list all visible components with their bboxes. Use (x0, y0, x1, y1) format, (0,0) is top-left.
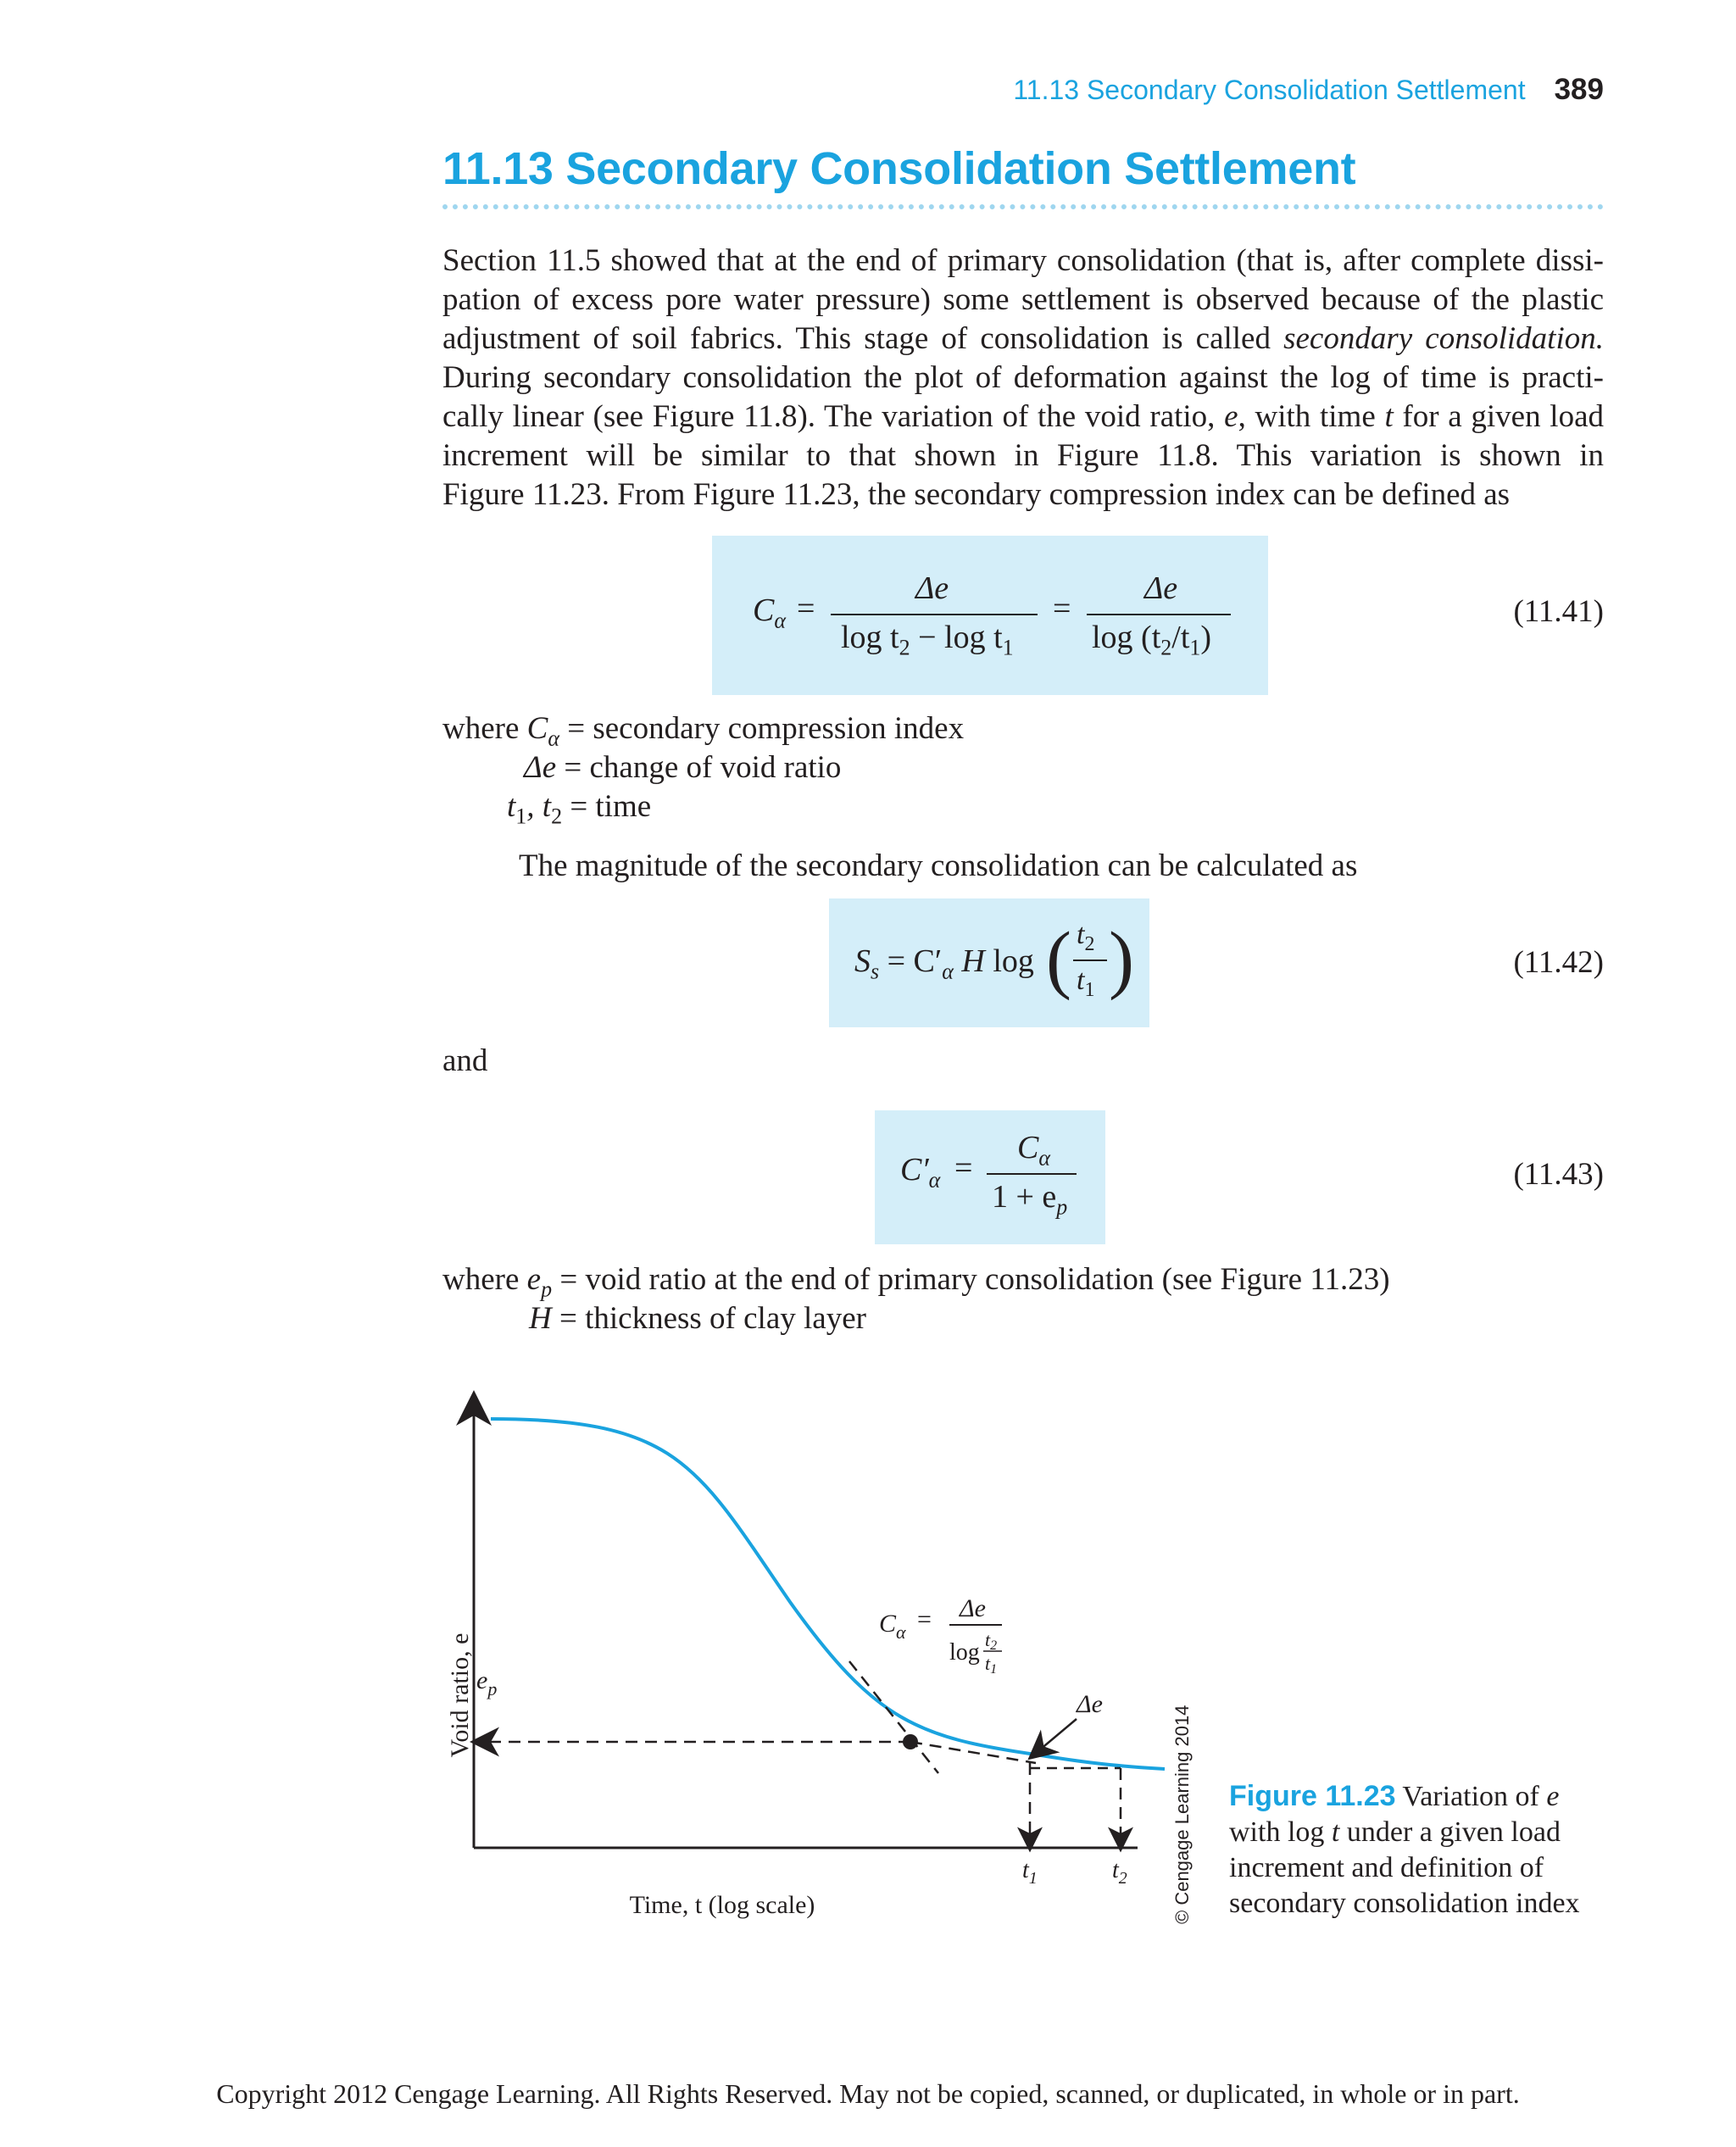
delta-e-arrow (1034, 1719, 1077, 1755)
intro-symbol-t: t (1384, 399, 1394, 434)
running-header (1013, 73, 1604, 107)
caption-text: with log (1229, 1816, 1332, 1848)
void-ratio-curve (491, 1419, 1165, 1769)
running-header-title: 11.13 Secondary Consolidation Settlement (1013, 75, 1526, 105)
intro-line-text: for a given load (1393, 399, 1604, 434)
eq1-denominator-2: $\log (t_2/t_1)$ (1092, 620, 1212, 660)
equation-box-11-41 (712, 536, 1268, 695)
equation-box-11-42 (829, 898, 1149, 1027)
eq2-frac-num: $t_2$ (1077, 919, 1095, 955)
t2-label: $t_2$ (1112, 1857, 1127, 1888)
eq2-lhs: $S_s = C'_\alpha$ H log (854, 943, 1034, 984)
intro-line: Figure 11.23. From Figure 11.23, the secondary compression index can be defined as (442, 477, 1511, 512)
definition-delta-e: Δe = change of void ratio (524, 750, 842, 785)
t1-label: $t_1$ (1022, 1857, 1038, 1888)
tangent-line (849, 1661, 938, 1773)
equation-number-11-43: (11.43) (1513, 1157, 1604, 1192)
c-alpha-small-den: t1 (985, 1653, 998, 1677)
eq3-fraction-bar (987, 1173, 1077, 1175)
intro-line-text: , with time (1238, 399, 1385, 434)
ep-label: $e_p$ (476, 1666, 498, 1699)
eq2-fraction-bar (1073, 959, 1107, 961)
eq1-lhs: $C_\alpha$ (753, 592, 787, 633)
eq2-frac-den: $t_1$ (1077, 965, 1095, 1001)
eq1-denominator-1: $\log t_2 - \log t_1$ (841, 620, 1014, 660)
section-title: 11.13 Secondary Consolidation Settlement (442, 143, 1356, 194)
equation-number-11-41: (11.41) (1513, 594, 1604, 629)
caption-text: under a given load increment and definition of secondary consolidation index (1229, 1816, 1580, 1919)
figure-11-23 (442, 1390, 1231, 1950)
intro-line: Section 11.5 showed that at the end of primary consolidation (that is, after complete dissi- (442, 243, 1604, 278)
intro-line (442, 320, 1604, 359)
definition-ep: where $e_p$ = void ratio at the end of primary consolidation (see Figure 11.23) (442, 1262, 1390, 1302)
intro-line: pation of excess pore water pressure) some settlement is observed because of the plastic (442, 282, 1604, 317)
eq2-left-paren: ( (1046, 917, 1071, 1001)
caption-symbol-t: t (1331, 1816, 1340, 1848)
caption-figure-ref: Figure 11.23 (1229, 1780, 1396, 1812)
magnitude-sentence: The magnitude of the secondary consolidation can be calculated as (519, 848, 1358, 883)
c-alpha-numerator: Δe (960, 1594, 986, 1622)
eq2-right-paren: ) (1109, 917, 1134, 1001)
intro-line: During secondary consolidation the plot of deformation against the log of time is practi- (442, 360, 1604, 395)
eq3-denominator: $1 + e_p$ (992, 1179, 1068, 1220)
intro-symbol-e: e (1224, 399, 1238, 434)
intro-line-text: adjustment of soil fabrics. This stage of consolidation is called (442, 321, 1284, 356)
copyright-footer: Copyright 2012 Cengage Learning. All Rights Reserved. May not be copied, scanned, or duplicated, in whole or in part. (216, 2078, 1520, 2109)
y-axis-label: Void ratio, e (446, 1632, 474, 1758)
ep-point (903, 1734, 918, 1749)
and-word: and (442, 1043, 488, 1078)
equation-number-11-42: (11.42) (1513, 945, 1604, 980)
eq3-numerator: $C_\alpha$ (1017, 1130, 1051, 1171)
eq3-equals: = (954, 1150, 973, 1186)
page-number: 389 (1554, 73, 1604, 106)
c-alpha-denominator: log (949, 1639, 980, 1666)
eq1-equals-2: = (1053, 591, 1071, 626)
delta-e-label: Δe (1077, 1690, 1103, 1718)
caption-symbol-e: e (1546, 1781, 1560, 1812)
x-axis-label: Time, t (log scale) (629, 1891, 815, 1919)
figure-caption (1229, 1778, 1602, 1922)
definition-c-alpha: where $C_\alpha$ = secondary compression index (442, 711, 965, 751)
c-alpha-equals: = (917, 1605, 932, 1633)
figure-svg (442, 1390, 1231, 1950)
eq1-fraction-bar-2 (1087, 614, 1231, 615)
c-alpha-small-num: t2 (985, 1629, 998, 1653)
eq1-equals: = (797, 591, 815, 626)
c-alpha-label: $C_\alpha$ (879, 1610, 906, 1643)
title-divider (442, 204, 1604, 209)
intro-term-secondary-consolidation: secondary consolidation. (1283, 321, 1604, 356)
figure-credit: © Cengage Learning 2014 (1171, 1705, 1193, 1924)
caption-text: Variation of (1395, 1781, 1539, 1812)
intro-line (442, 398, 1604, 437)
eq3-lhs: $C'_\alpha$ (900, 1152, 941, 1193)
eq1-numerator-2: Δe (1144, 570, 1178, 606)
eq1-numerator-1: Δe (915, 570, 949, 606)
intro-line-text: cally linear (see Figure 11.8). The variation of the void ratio, (442, 399, 1225, 434)
intro-paragraph (442, 242, 1604, 515)
intro-line: increment will be similar to that shown in Figure 11.8. This variation is shown in (442, 438, 1604, 473)
equation-box-11-43 (875, 1110, 1105, 1244)
eq1-fraction-bar-1 (831, 614, 1038, 615)
definition-h: H = thickness of clay layer (529, 1301, 866, 1336)
definition-time: $t_1$, $t_2$ = time (507, 789, 652, 829)
